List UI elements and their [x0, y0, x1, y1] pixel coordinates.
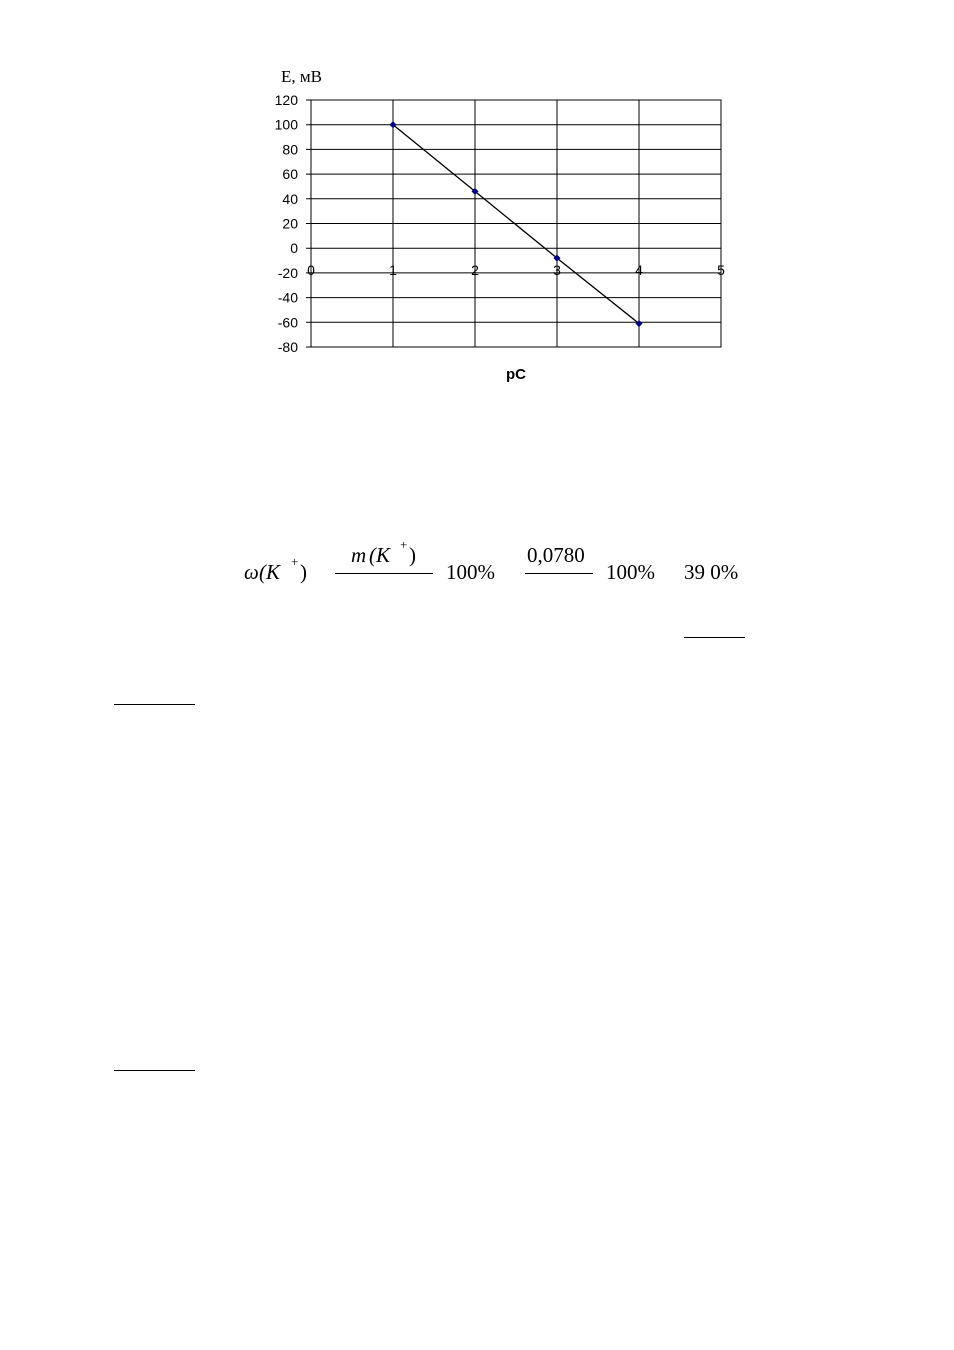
frac2-line — [525, 573, 593, 574]
frac1-num-arg: (K — [369, 543, 390, 567]
section-rule-1 — [114, 704, 195, 705]
y-tick-label: -20 — [277, 264, 298, 281]
y-tick-label: 20 — [282, 215, 298, 232]
y-tick-label: 0 — [290, 240, 298, 257]
y-tick-label: 120 — [274, 92, 298, 108]
x-tick-label: 4 — [635, 262, 643, 279]
x-tick-label: 0 — [307, 262, 315, 279]
formula-lhs-sup: + — [291, 554, 299, 569]
y-tick-label: -60 — [277, 314, 298, 331]
x-tick-label: 2 — [471, 262, 479, 279]
frac1-num-arg-wrap — [369, 545, 390, 566]
formula-omega: ω — [244, 560, 259, 584]
frac1-line — [335, 573, 433, 574]
y-tick-label: -80 — [277, 339, 298, 355]
frac1-num-close: ) — [409, 543, 416, 567]
x-tick-label: 3 — [553, 262, 561, 279]
section-rule-2 — [114, 1070, 195, 1071]
chart-series — [389, 121, 642, 327]
y-tick-label: 100 — [274, 116, 298, 133]
formula-lhs-arg: (K — [259, 560, 280, 584]
underline-rule — [684, 637, 745, 638]
x-tick-label: 5 — [717, 262, 725, 279]
formula-pct2: 100% — [606, 560, 655, 584]
x-tick-label: 1 — [389, 262, 397, 279]
formula-lhs-open — [259, 562, 280, 583]
y-tick-label: 80 — [282, 141, 298, 158]
formula-lhs-close: ) — [300, 560, 307, 584]
y-tick-label: 40 — [282, 190, 298, 207]
frac2-num: 0,0780 — [527, 543, 585, 567]
series-line — [393, 125, 639, 324]
frac1-num-sup: + — [400, 537, 408, 552]
y-tick-label: 60 — [282, 166, 298, 183]
formula-result: 39 0% — [684, 560, 739, 584]
y-tick-label: -40 — [277, 289, 298, 306]
y-axis-label: E, мВ — [281, 67, 322, 86]
x-axis-label: pC — [506, 366, 526, 383]
frac1-num-m: m — [351, 543, 367, 567]
formula-pct1: 100% — [446, 560, 495, 584]
chart — [0, 0, 954, 420]
